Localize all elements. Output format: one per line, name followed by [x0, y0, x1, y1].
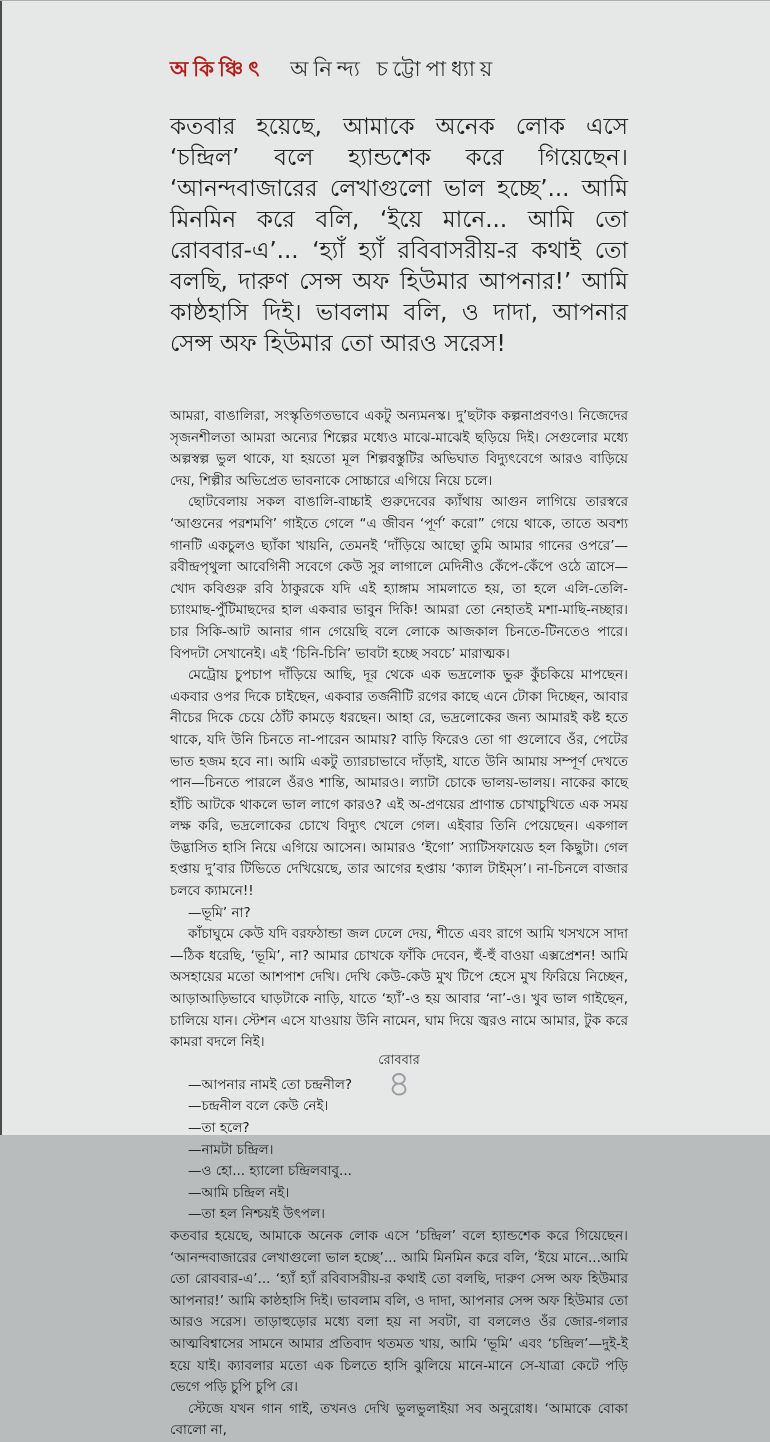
- dialogue-line: —ও হো... হ্যালো চন্দ্রিলবাবু...: [188, 1163, 352, 1180]
- dialogue-line: —চন্দ্রনীল বলে কেউ নেই।: [188, 1098, 329, 1115]
- article-author: অনিন্দ্য চট্টোপাধ্যায়: [290, 57, 498, 81]
- article-header: [170, 53, 628, 88]
- dialogue-line: —আপনার নামই তো চন্দ্রনীল?: [188, 1076, 353, 1093]
- article-content: [170, 53, 628, 1442]
- dialogue-line: —তা হল নিশ্চয়ই উৎপল।: [188, 1206, 325, 1223]
- article-body: [170, 406, 628, 1442]
- footer-page-number: ৪: [387, 1064, 411, 1105]
- footer-magazine-name: রোববার: [378, 1053, 420, 1068]
- body-paragraph: কাঁচাঘুমে কেউ যদি বরফঠান্ডা জল ঢেলে দেয়, শীতে এবং রাগে আমি খসখসে সাদা—ঠিক ধরেছি, ‘ভূমি’, না? আমার চোখকে ফাঁকি দেবেন, হুঁ-হুঁ বাওয়া এক্সপ্রেশন! আমি অসহায়ের মতো আশপাশ দেখি। দেখি কেউ-কেউ মুখ টিপে হেসে মুখ ফিরিয়ে নিচ্ছেন, আড়াআড়িভাবে ঘাড়টাকে নাড়ি, যাতে ‘হ্যাঁ’-ও হয় আবার ‘না’-ও। খুব ভাল গাইছেন, চালিয়ে যান। স্টেশন এসে যাওয়ায় উনি নামেন, ঘাম দিয়ে জ্বরও নামে আমার, টুক করে কামরা বদলে নিই।: [170, 926, 628, 1051]
- dialogue-line: —তা হলে?: [188, 1120, 250, 1136]
- dialogue-line: —আমি চন্দ্রিল নই।: [188, 1184, 290, 1201]
- body-paragraph: আমরা, বাঙালিরা, সংস্কৃতিগতভাবে একটু অন্যমনস্ক। দু’ছটাক কল্পনাপ্রবণও। নিজেদের সৃজনশীলতা আমরা অন্যের শিল্পের মধ্যেও মাঝে-মাঝেই ছড়িয়ে দিই। সেগুলোর মধ্যে অল্পস্বল্প ভুল থাকে, যা হয়তো মূল শিল্পবস্তুটির অভিঘাত বিদ্যুৎবেগে আরও বাড়িয়ে দেয়, শিল্পীর অভিপ্রেত ভাবনাকে সোচ্চারে এগিয়ে নিয়ে চলে।: [170, 408, 628, 489]
- dialogue-line: —নামটা চন্দ্রিল।: [188, 1141, 274, 1158]
- body-paragraph: ছোটবেলায় সকল বাঙালি-বাচ্চাই গুরুদেবের ক্যাঁথায় আগুন লাগিয়ে তারস্বরে ‘আগুনের পরশমণি’ গাইতে গেলে “এ জীবন ‘পূর্ণ’ করো” গেয়ে থাকে, তাতে অবশ্য গানটি একচুলও ছ্যাঁকা খায়নি, তেমনই ‘দাঁড়িয়ে আছো তুমি আমার গানের ওপরে’—রবীন্দ্রপৃথুলা আবেগিনী সবেগে কেউ সুর লাগালে মেদিনীও কেঁপে-কেঁপে ওঠে ত্রাসে—খোদ কবিগুরু রবি ঠাকুরকে যদি এই হ্যাঙ্গাম সামলাতে হয়, তা হলে এলি-তেলি-চ্যাংমাছ-পুঁটিমাছদের হাল একবার ভাবুন দিকি! আমরা তো নেহাতই মশা-মাছি-নচ্ছার। চার সিকি-আট আনার গান গেয়েছি বলে লোকে আজকাল চিনতে-টিনতেও পারে। বিপদটা সেখানেই। এই ‘চিনি-চিনি’ ভাবটা হচ্ছে সবচে’ মারাত্মক।: [170, 494, 628, 662]
- dialogue-line: —ভূমি’ না?: [188, 904, 251, 921]
- body-paragraph: কতবার হয়েছে, আমাকে অনেক লোক এসে ‘চন্দ্রিল’ বলে হ্যান্ডশেক করে গিয়েছেন। ‘আনন্দবাজারের লেখাগুলো ভাল হচ্ছে’... আমি মিনমিন করে বলি, ‘ইয়ে মানে...আমি তো রোববার-এ’... ‘হ্যাঁ হ্যাঁ রবিবাসরীয়-র কথাই তো বলছি, দারুণ সেন্স অফ হিউমার আপনার!’ আমি কাষ্ঠহাসি দিই। ভাবলাম বলি, ও দাদা, আপনার সেন্স অফ হিউমার তো আরও সরেস। তাড়াহুড়োর মধ্যে বলা হয় না সবটা, বা বললেও ওঁর জোর-গলার আত্মবিশ্বাসের সামনে আমার প্রতিবাদ থতমত খায়, আমি ‘ভূমি’ এবং ‘চন্দ্রিল’—দুই-ই হয়ে যাই। ক্যাবলার মতো এক চিলতে হাসি ঝুলিয়ে মানে-মানে সে-যাত্রা কেটে পড়ি ভেগে পড়ি চুপি চুপি রে।: [170, 1227, 628, 1396]
- body-paragraph: মেট্রোয় চুপচাপ দাঁড়িয়ে আছি, দূর থেকে এক ভদ্রলোক ভুরু কুঁচকিয়ে মাপছেন। একবার ওপর দিকে চাইছেন, একবার তর্জনীটি রগের কাছে এনে টোকা দিচ্ছেন, আবার নীচের দিকে চেয়ে ঠোঁট কামড়ে ধরছেন। আহা রে, ভদ্রলোকের জন্য আমারই কষ্ট হতে থাকে, যদি উনি চিনতে না-পারেন আমায়? বাড়ি ফিরেও তো গা গুলোবে ওঁর, পেটের ভাত হজম হবে না। আমি একটু ত্যারচাভাবে দাঁড়াই, যাতে উনি আমায় সম্পূর্ণ দেখতে পান—চিনতে পারলে ওঁরও শান্তি, আমারও। ল্যাটা চোকে ভালয়-ভালয়। নাকের কাছে হাঁচি আটকে থাকলে ভাল লাগে কারও? এই অ-প্রণয়ের প্রাণান্ত চোখাচুখিতে এক সময় লক্ষ করি, ভদ্রলোকের চোখে বিদ্যুৎ খেলে গেল। এইবার তিনি পেয়েছেন। একগাল উদ্ভাসিত হাসি নিয়ে এগিয়ে আসেন। আমারও ‘ইগো’ স্যাটিসফায়েড হল কিছুটা। গেল হপ্তায় দু’বার টিভিতে দেখিয়েছে, তার আগের হপ্তায় ‘ক্যাল টাইম্‌স’। না-চিনলে বাজার চলবে ক্যামনে!!: [170, 667, 628, 900]
- lede-paragraph: কতবার হয়েছে, আমাকে অনেক লোক এসে ‘চন্দ্রিল’ বলে হ্যান্ডশেক করে গিয়েছেন। ‘আনন্দবাজারের লেখাগুলো ভাল হচ্ছে’... আমি মিনমিন করে বলি, ‘ইয়ে মানে... আমি তো রোববার-এ’... ‘হ্যাঁ হ্যাঁ রবিবাসরীয়-র কথাই তো বলছি, দারুণ সেন্স অফ হিউমার আপনার!’ আমি কাষ্ঠহাসি দিই। ভাবলাম বলি, ও দাদা, আপনার সেন্স অফ হিউমার তো আরও সরেস!: [170, 114, 628, 357]
- page-footer: [170, 1053, 628, 1103]
- article-title: অকিঞ্চিৎ: [170, 57, 265, 81]
- body-paragraph: স্টেজে যখন গান গাই, তখনও দেখি ভুলভুলাইয়া সব অনুরোধ। ‘আমাকে বোকা বোলো না,: [170, 1400, 628, 1439]
- scan-edge-strip: [0, 1, 2, 1135]
